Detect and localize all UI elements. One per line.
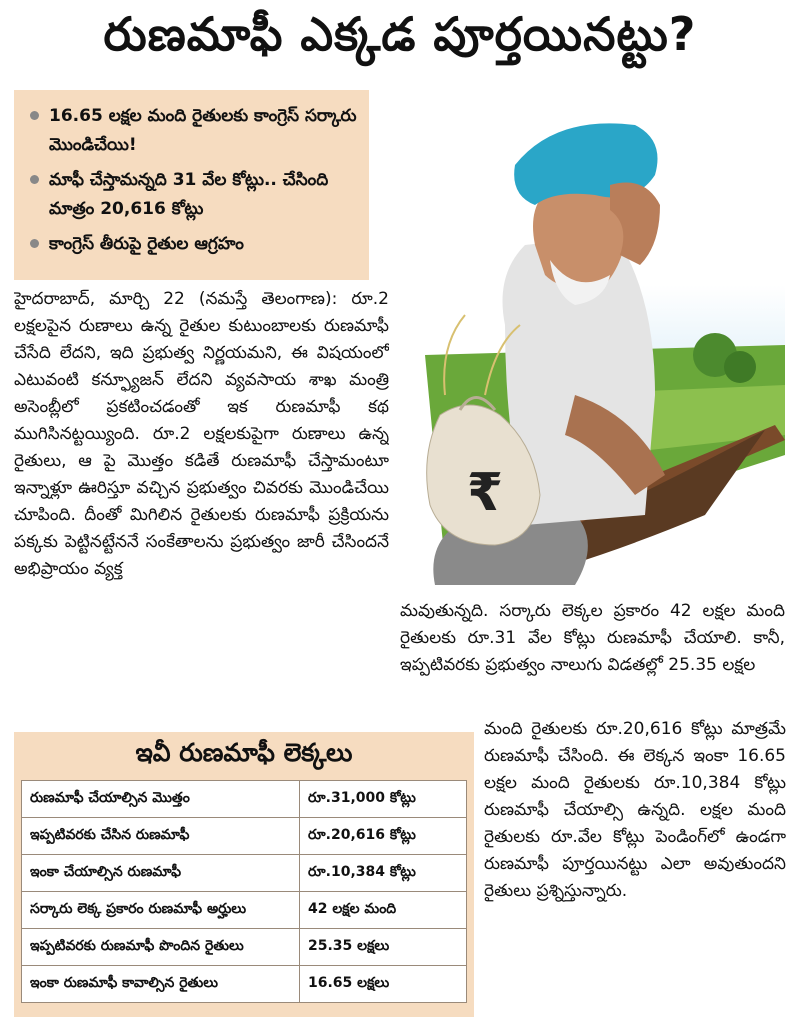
highlight-text: 16.65 లక్షల మంది రైతులకు కాంగ్రెస్ సర్కారు మొండిచేయి!: [49, 106, 357, 155]
table-row: [22, 781, 467, 818]
table-label: ఇంకా రుణమాఫీ కావాల్సిన రైతులు: [22, 966, 300, 1003]
table-title: ఇవీ రుణమాఫీ లెక్కలు: [135, 738, 353, 767]
table-row: [22, 892, 467, 929]
table-row: [22, 966, 467, 1003]
highlight-item: [30, 230, 357, 259]
table-label: సర్కారు లెక్క ప్రకారం రుణమాఫీ అర్హులు: [22, 892, 300, 929]
farmer-photo: [405, 95, 785, 595]
bullet-icon: [30, 111, 39, 120]
article-body-right-2: మంది రైతులకు రూ.20,616 కోట్లు మాత్రమే రుణమాఫీ చేసింది. ఈ లెక్కన ఇంకా 16.65 లక్షల మంది రైతులకు రూ.10,384 కోట్లు రుణమాఫీ చేయాల్సి ఉన్నది. లక్షల మంది రైతులకు రూ.వేల కోట్లు పెండింగ్‌లో ఉండగా రుణమాఫీ పూర్తయినట్టు ఎలా అవుతుందని రైతులు ప్రశ్నిస్తున్నారు.: [484, 719, 786, 901]
table-value: రూ.31,000 కోట్లు: [300, 781, 467, 818]
bullet-icon: [30, 175, 39, 184]
article-body-left: హైదరాబాద్, మార్చి 22 (నమస్తే తెలంగాణ): రూ.2 లక్షలపైన రుణాలు ఉన్న రైతుల కుటుంబాలకు రుణమాఫీ చేసేది లేదని, ఇది ప్రభుత్వ నిర్ణయమని, ఈ విషయంలో ఎటువంటి కన్ఫ్యూజన్ లేదని వ్యవసాయ శాఖ మంత్రి అసెంబ్లీలో ప్రకటించడంతో ఇక రుణమాఫీ కథ ముగిసినట్టయ్యింది. రూ.2 లక్షలకుపైగా రుణాలు ఉన్న రైతులు, ఆ పై మొత్తం కడితే రుణమాఫీ చేస్తామంటూ ఇన్నాళ్లూ ఊరిస్తూ వచ్చిన ప్రభుత్వం చివరకు మొండిచేయి చూపింది. దీంతో మిగిలిన రైతులకు రుణమాఫీ ప్రక్రియను పక్కకు పెట్టినట్టేననే సంకేతాలను ప్రభుత్వం జారీ చేసిందనే అభిప్రాయం వ్యక్త: [14, 289, 389, 579]
bullet-icon: [30, 239, 39, 248]
highlight-item: [30, 166, 357, 224]
figures-table-box: [14, 732, 474, 1017]
table-value: రూ.10,384 కోట్లు: [300, 855, 467, 892]
table-label: ఇంకా చేయాల్సిన రుణమాఫీ: [22, 855, 300, 892]
table-row: [22, 855, 467, 892]
article-body-right-1: మవుతున్నది. సర్కారు లెక్కల ప్రకారం 42 లక్షల మంది రైతులకు రూ.31 వేల కోట్లు రుణమాఫీ చేయాలి. కానీ, ఇప్పటివరకు ప్రభుత్వం నాలుగు విడతల్లో 25.35 లక్షల: [400, 601, 785, 675]
table-label: ఇప్పటివరకు చేసిన రుణమాఫీ: [22, 818, 300, 855]
table-label: ఇప్పటివరకు రుణమాఫీ పొందిన రైతులు: [22, 929, 300, 966]
table-value: 25.35 లక్షలు: [300, 929, 467, 966]
rupee-icon: ₹: [466, 463, 504, 523]
table-label: రుణమాఫీ చేయాల్సిన మొత్తం: [22, 781, 300, 818]
headline: రుణమాఫీ ఎక్కడ పూర్తయినట్టు?: [103, 7, 697, 61]
table-value: 42 లక్షల మంది: [300, 892, 467, 929]
table-row: [22, 929, 467, 966]
highlight-text: కాంగ్రెస్ తీరుపై రైతుల ఆగ్రహం: [49, 234, 244, 254]
highlight-item: [30, 102, 357, 160]
figures-table: [21, 780, 467, 1003]
table-value: 16.65 లక్షలు: [300, 966, 467, 1003]
table-value: రూ.20,616 కోట్లు: [300, 818, 467, 855]
highlight-text: మాఫీ చేస్తామన్నది 31 వేల కోట్లు.. చేసింది మాత్రం 20,616 కోట్లు: [49, 170, 329, 219]
highlights-box: [14, 90, 369, 280]
table-row: [22, 818, 467, 855]
